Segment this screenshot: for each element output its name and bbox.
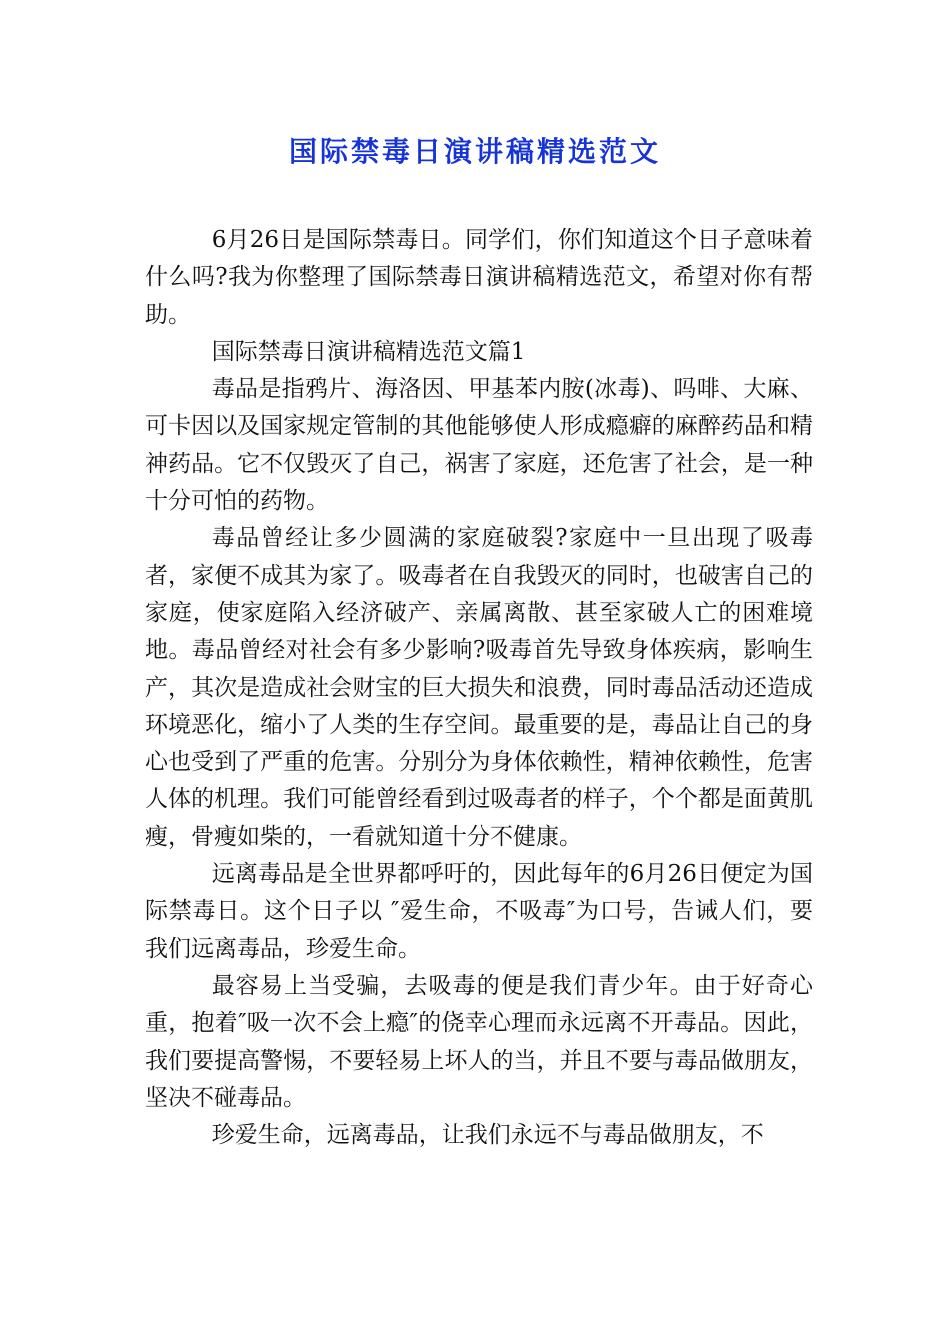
document-body bbox=[145, 222, 813, 1154]
section-heading: 国际禁毒日演讲稿精选范文篇1 bbox=[211, 338, 526, 365]
paragraph-drug-definition: 毒品是指鸦片、海洛因、甲基苯内胺(冰毒)、吗啡、大麻、可卡因以及国家规定管制的其他能够使人形成瘾癖的麻醉药品和精神药品。它不仅毁灭了自己，祸害了家庭，还危害了社会，是一种十分可怕的药物。 bbox=[145, 376, 813, 515]
paragraph-closing: 珍爱生命，远离毒品，让我们永远不与毒品做朋友，不 bbox=[211, 1122, 764, 1149]
paragraph-youth-warning: 最容易上当受骗，去吸毒的便是我们青少年。由于好奇心重，抱着″吸一次不会上瘾″的侥幸心理而永远离不开毒品。因此，我们要提高警惕，不要轻易上坏人的当，并且不要与毒品做朋友，坚决不碰毒品。 bbox=[145, 972, 813, 1111]
document-title: 国际禁毒日演讲稿精选范文 bbox=[288, 135, 661, 168]
paragraph-family-harm: 毒品曾经让多少圆满的家庭破裂?家庭中一旦出现了吸毒者，家便不成其为家了。吸毒者在自我毁灭的同时，也破害自己的家庭，使家庭陷入经济破产、亲属离散、甚至家破人亡的困难境地。毒品曾经对社会有多少影响?吸毒首先导致身体疾病，影响生产，其次是造成社会财宝的巨大损失和浪费，同时毒品活动还造成环境恶化，缩小了人类的生存空间。最重要的是，毒品让自己的身心也受到了严重的危害。分别分为身体依赖性，精神依赖性，危害人体的机理。我们可能曾经看到过吸毒者的样子，个个都是面黄肌瘦，骨瘦如柴的，一看就知道十分不健康。 bbox=[145, 525, 813, 850]
paragraph-anti-drug-day: 远离毒品是全世界都呼吁的，因此每年的6月26日便定为国际禁毒日。这个日子以 ″爱生命，不吸毒″为口号，告诫人们，要我们远离毒品，珍爱生命。 bbox=[145, 861, 813, 962]
paragraph-intro: 6月26日是国际禁毒日。同学们，你们知道这个日子意味着什么吗?我为你整理了国际禁毒日演讲稿精选范文，希望对你有帮助。 bbox=[145, 227, 813, 328]
